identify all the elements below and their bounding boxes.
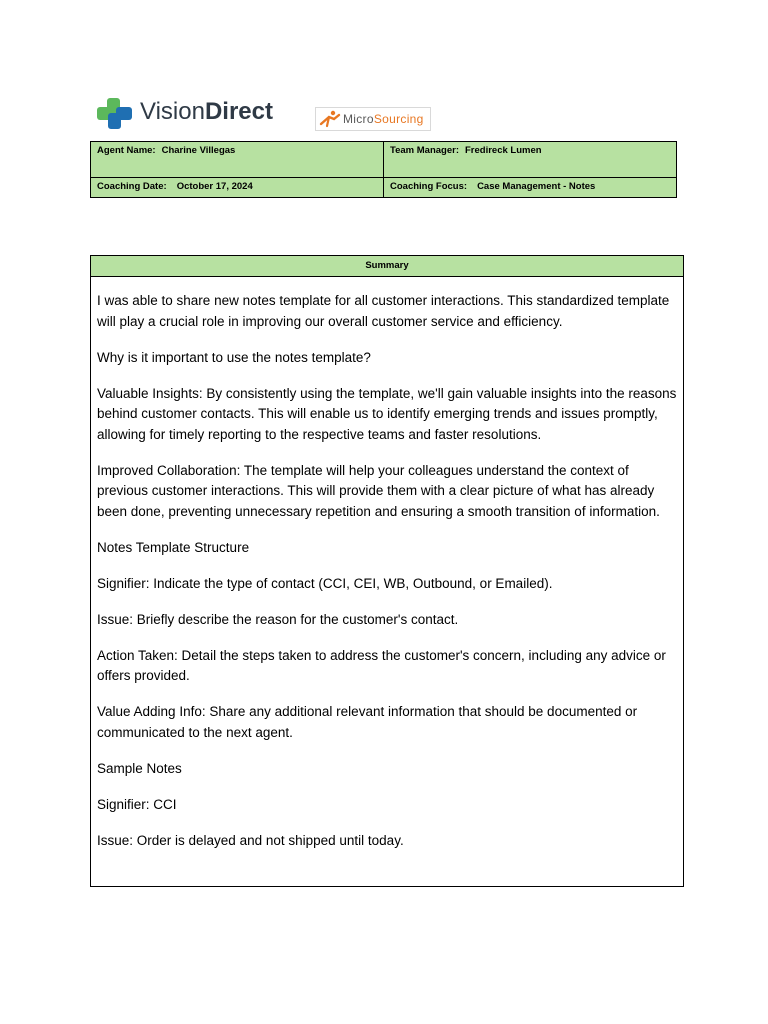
coaching-focus-value: Case Management - Notes	[477, 181, 596, 192]
coaching-focus-cell	[384, 178, 677, 198]
sample-issue: Issue: Order is delayed and not shipped until today.	[97, 832, 404, 848]
agent-name-label: Agent Name:	[97, 145, 156, 156]
coaching-date-cell	[91, 178, 384, 198]
improved-collaboration: Improved Collaboration: The template will help your colleagues understand the context of previous customer interactions. This will provide them with a clear picture of what has already been done, preventing unnecessary repetition and ensuring a smooth transition of information.	[97, 462, 660, 519]
coaching-focus-label: Coaching Focus:	[390, 181, 468, 192]
summary-question: Why is it important to use the notes template?	[97, 349, 371, 365]
structure-signifier: Signifier: Indicate the type of contact (CCI, CEI, WB, Outbound, or Emailed).	[97, 575, 553, 591]
summary-intro: I was able to share new notes template for all customer interactions. This standardized template will play a crucial role in improving our overall customer service and efficiency.	[97, 293, 670, 329]
sample-notes-heading: Sample Notes	[97, 760, 182, 776]
microsourcing-text	[343, 112, 424, 126]
agent-name-value: Charine Villegas	[161, 145, 236, 156]
coaching-info-table	[90, 141, 677, 198]
header-logos	[95, 97, 435, 131]
valuable-insights: Valuable Insights: By consistently using the template, we'll gain valuable insights into the reasons behind customer contacts. This will enable us to identify emerging trends and issues promptly, allowing for timely reporting to the respective teams and faster resolutions.	[97, 385, 677, 442]
team-manager-label: Team Manager:	[390, 145, 459, 156]
logo-vision: Vision	[140, 98, 205, 125]
logo-micro: Micro	[343, 112, 374, 126]
coaching-date-label: Coaching Date:	[97, 181, 167, 192]
vision-direct-cross-icon	[95, 97, 135, 131]
team-manager-cell	[384, 142, 677, 178]
template-structure-heading: Notes Template Structure	[97, 539, 250, 555]
team-manager-value: Fredireck Lumen	[464, 145, 542, 156]
logo-direct: Direct	[204, 98, 273, 125]
summary-box	[90, 255, 684, 887]
structure-issue: Issue: Briefly describe the reason for the customer's contact.	[97, 611, 459, 627]
agent-name-cell	[91, 142, 384, 178]
microsourcing-logo	[315, 107, 431, 131]
summary-title: Summary	[91, 256, 683, 277]
microsourcing-figure-icon	[319, 110, 341, 128]
structure-action-taken: Action Taken: Detail the steps taken to address the customer's concern, including any advice or offers provided.	[97, 647, 666, 683]
coaching-date-value: October 17, 2024	[176, 181, 253, 192]
vision-direct-logo-text	[140, 98, 273, 126]
sample-signifier: Signifier: CCI	[97, 796, 177, 812]
logo-sourcing: Sourcing	[373, 112, 424, 126]
summary-body	[91, 277, 683, 851]
structure-value-adding-info: Value Adding Info: Share any additional relevant information that should be documented or communicated to the next agent.	[97, 704, 638, 740]
